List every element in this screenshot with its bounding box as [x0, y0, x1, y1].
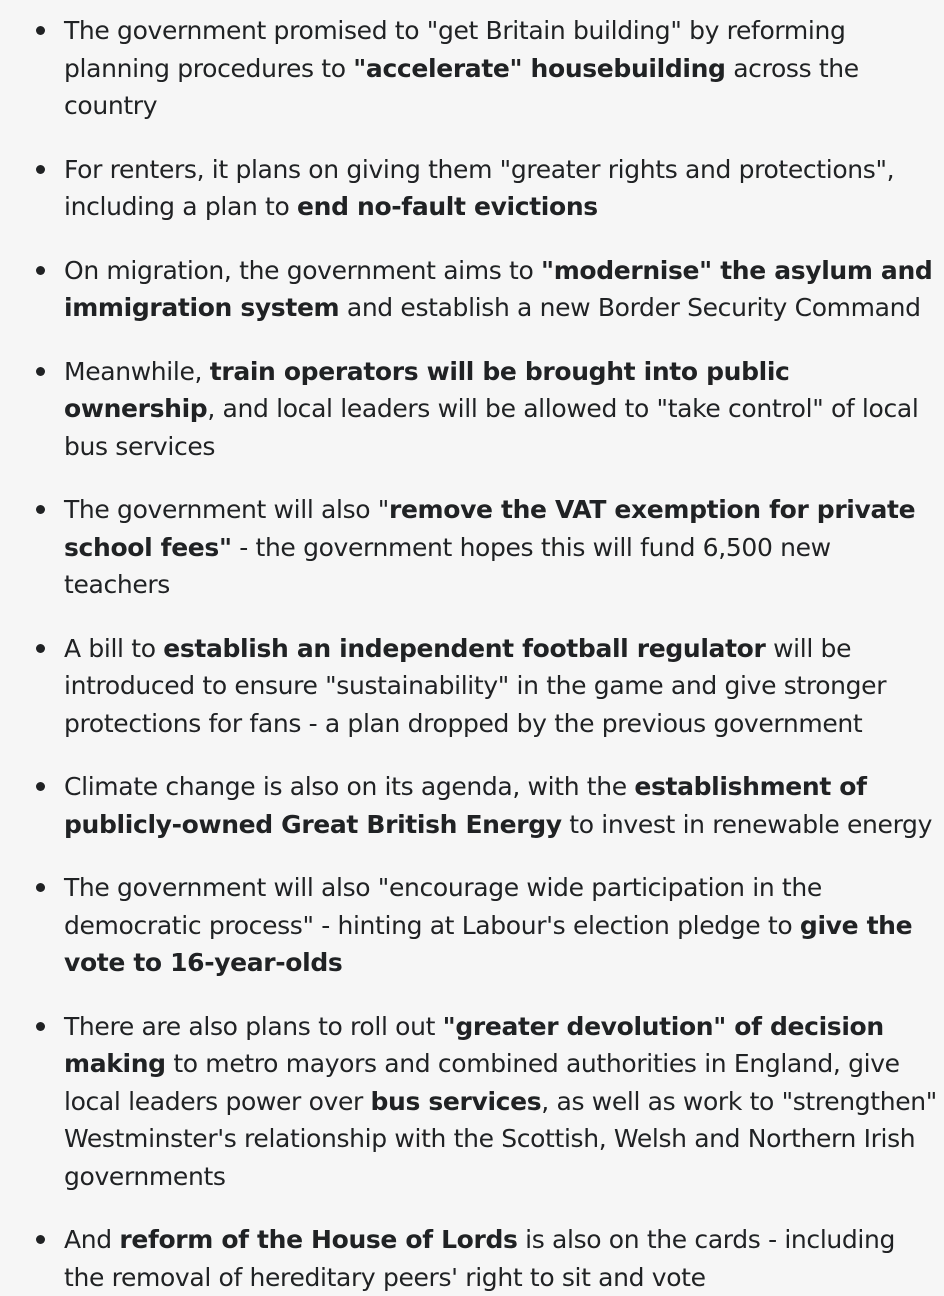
- list-item: [0, 1221, 944, 1296]
- bullet-dot-icon: [36, 505, 45, 514]
- bullet-dot-icon: [36, 1235, 45, 1244]
- bold-text: establishment of publicly-owned Great British Energy: [64, 772, 867, 839]
- body-text: will be introduced to ensure "sustainability" in the game and give stronger protections for fans - a plan dropped by the previous government: [64, 633, 887, 738]
- body-text: For renters, it plans on giving them "greater rights and protections", including a plan to: [64, 154, 895, 221]
- bullet-dot-icon: [36, 644, 45, 653]
- body-text: , as well as work to "strengthen" Westminster's relationship with the Scottish, Welsh and Northern Irish governments: [64, 1086, 937, 1191]
- bold-text: remove the VAT exemption for private school fees": [64, 495, 916, 562]
- bold-text: give the vote to 16-year-olds: [64, 910, 913, 977]
- bullet-dot-icon: [36, 883, 45, 892]
- list-item: [0, 869, 944, 982]
- bullet-dot-icon: [36, 782, 45, 791]
- body-text: is also on the cards - including the removal of hereditary peers' right to sit and vote: [64, 1225, 896, 1292]
- body-text: and establish a new Border Security Command: [339, 293, 921, 322]
- body-text: to metro mayors and combined authorities in England, give local leaders power over: [64, 1049, 900, 1116]
- body-text: - the government hopes this will fund 6,500 new teachers: [64, 532, 831, 599]
- bullet-dot-icon: [36, 165, 45, 174]
- list-item: [0, 252, 944, 327]
- bold-text: establish an independent football regulator: [163, 633, 766, 663]
- bold-text: "modernise" the asylum and immigration system: [64, 255, 933, 322]
- bold-text: "greater devolution" of decision making: [64, 1011, 884, 1078]
- body-text: A bill to: [64, 633, 164, 663]
- body-text: The government promised to "get Britain building" by reforming planning procedures to: [64, 16, 846, 83]
- bullet-dot-icon: [36, 26, 45, 35]
- body-text: The government will also ": [64, 495, 389, 524]
- list-item: [0, 491, 944, 604]
- bullet-dot-icon: [36, 367, 45, 376]
- bullet-dot-icon: [36, 1022, 45, 1031]
- list-item: [0, 768, 944, 843]
- list-item: [0, 151, 944, 226]
- body-text: across the country: [64, 53, 859, 120]
- list-item: [0, 353, 944, 466]
- list-item: [0, 1008, 944, 1196]
- bullet-dot-icon: [36, 266, 45, 275]
- body-text: The government will also "encourage wide participation in the democratic process" - hinting at Labour's election pledge to: [64, 873, 822, 940]
- bold-text: end no-fault evictions: [297, 192, 598, 221]
- list-item: [0, 12, 944, 125]
- body-text: On migration, the government aims to: [64, 255, 542, 285]
- body-text: There are also plans to roll out: [64, 1011, 443, 1041]
- body-text: , and local leaders will be allowed to "take control" of local bus services: [64, 394, 919, 461]
- bold-text: "accelerate" housebuilding: [353, 53, 726, 83]
- body-text: Climate change is also on its agenda, with the: [64, 772, 635, 801]
- bold-text: reform of the House of Lords: [119, 1225, 518, 1254]
- bold-text: train operators will be brought into public ownership: [64, 356, 790, 423]
- body-text: Meanwhile,: [64, 356, 210, 386]
- body-text: And: [64, 1225, 120, 1254]
- list-item: [0, 630, 944, 743]
- bold-text: bus services: [370, 1086, 542, 1116]
- body-text: to invest in renewable energy: [561, 809, 933, 839]
